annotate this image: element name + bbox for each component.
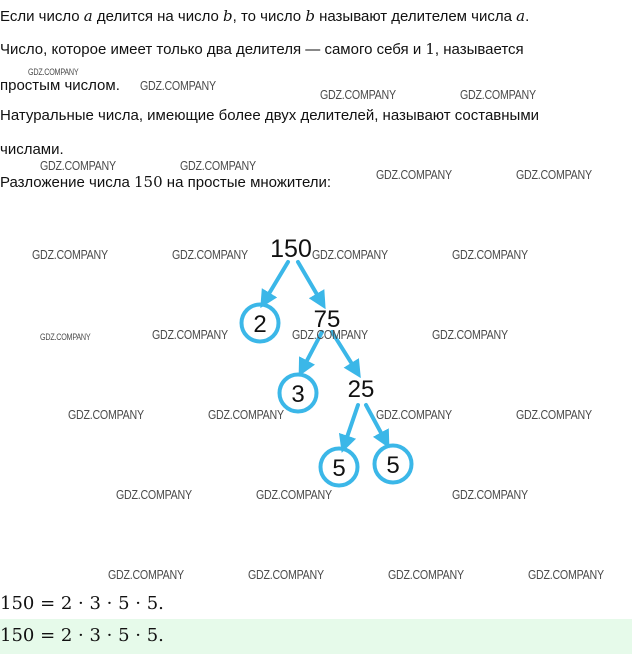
text-run: делится на число xyxy=(92,8,224,25)
watermark: GDZ.COMPANY xyxy=(376,167,452,182)
watermark: GDZ.COMPANY xyxy=(312,247,388,262)
tree-node-prime: 5 xyxy=(386,452,400,479)
watermark: GDZ.COMPANY xyxy=(388,567,464,582)
math-var: a xyxy=(83,7,93,25)
text-run: . xyxy=(525,8,530,25)
text-run: , называется xyxy=(434,41,524,58)
math-num: 150 xyxy=(134,173,163,191)
tree-node-prime: 2 xyxy=(253,311,267,338)
watermark: GDZ.COMPANY xyxy=(32,247,108,262)
watermark: GDZ.COMPANY xyxy=(180,158,256,173)
text-run: Число, которое имеет только два делителя — самого себя и xyxy=(0,41,426,58)
watermark: GDZ.COMPANY xyxy=(116,487,192,502)
watermark: GDZ.COMPANY xyxy=(452,487,528,502)
watermark: GDZ.COMPANY xyxy=(460,87,536,102)
watermark: GDZ.COMPANY xyxy=(452,247,528,262)
watermark: GDZ.COMPANY xyxy=(528,567,604,582)
watermark: GDZ.COMPANY xyxy=(376,407,452,422)
tree-arrow xyxy=(298,262,322,303)
watermark: GDZ.COMPANY xyxy=(516,407,592,422)
watermark: GDZ.COMPANY xyxy=(208,407,284,422)
watermark: GDZ.COMPANY xyxy=(140,78,216,93)
tree-node: 25 xyxy=(347,376,375,403)
tree-node-prime: 5 xyxy=(332,455,346,482)
factorization-equation-answer: 150 = 2 · 3 · 5 · 5. xyxy=(0,625,164,646)
tree-node-root: 150 xyxy=(270,235,312,263)
math-var: b xyxy=(305,7,315,25)
tree-node-prime: 3 xyxy=(291,381,305,408)
tree-arrow xyxy=(344,405,358,446)
watermark: GDZ.COMPANY xyxy=(40,332,91,342)
watermark: GDZ.COMPANY xyxy=(432,327,508,342)
text-run: , то число xyxy=(232,8,306,25)
watermark: GDZ.COMPANY xyxy=(516,167,592,182)
math-var: a xyxy=(516,7,526,25)
watermark: GDZ.COMPANY xyxy=(172,247,248,262)
text-run: Если число xyxy=(0,8,84,25)
watermark: GDZ.COMPANY xyxy=(320,87,396,102)
watermark: GDZ.COMPANY xyxy=(40,158,116,173)
text-run: Разложение числа xyxy=(0,174,134,191)
definition-composite-line2: числами. xyxy=(0,141,64,158)
watermark: GDZ.COMPANY xyxy=(108,567,184,582)
math-num: 1 xyxy=(425,40,435,58)
watermark: GDZ.COMPANY xyxy=(256,487,332,502)
definition-composite-line1: Натуральные числа, имеющие более двух делителей, называют составными xyxy=(0,107,540,124)
text-run: на простые множители: xyxy=(162,174,332,191)
math-var: b xyxy=(223,7,233,25)
watermark: GDZ.COMPANY xyxy=(68,407,144,422)
tree-arrow xyxy=(264,262,288,302)
tree-node: 75 xyxy=(313,306,341,333)
definition-prime-line2: простым числом. xyxy=(0,77,120,94)
watermark: GDZ.COMPANY xyxy=(28,67,79,77)
watermark: GDZ.COMPANY xyxy=(152,327,228,342)
watermark: GDZ.COMPANY xyxy=(248,567,324,582)
text-run: называют делителем числа xyxy=(314,8,517,25)
factorization-equation: 150 = 2 · 3 · 5 · 5. xyxy=(0,593,164,614)
watermark: GDZ.COMPANY xyxy=(292,327,368,342)
